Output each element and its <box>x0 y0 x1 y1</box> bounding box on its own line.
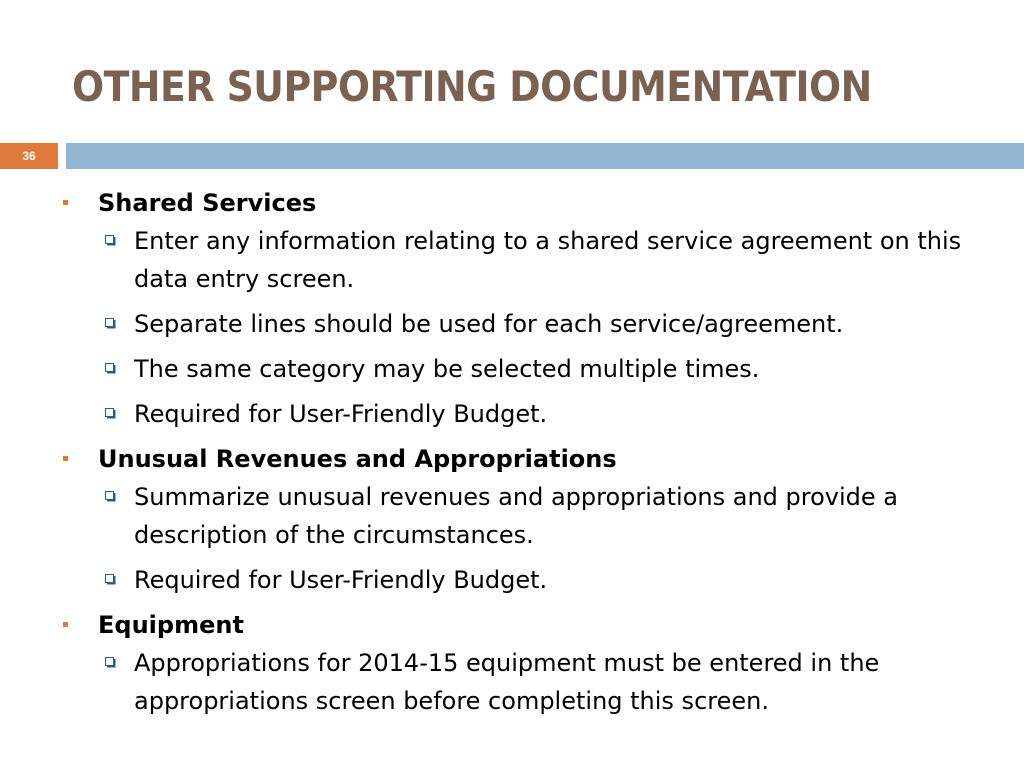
section-heading <box>60 606 990 644</box>
list-item-text: Required for User-Friendly Budget. <box>134 566 548 594</box>
slide-content <box>60 184 990 727</box>
square-bullet-icon <box>63 456 68 461</box>
section-heading <box>60 184 990 222</box>
list-item-text: The same category may be selected multiple times. <box>134 355 760 383</box>
section-shared-services <box>60 184 990 433</box>
list-item <box>60 478 990 554</box>
list-item-text: Separate lines should be used for each service/agreement. <box>134 310 844 338</box>
shadowed-box-bullet-icon <box>105 235 116 246</box>
shadowed-box-bullet-icon <box>105 574 116 585</box>
list-item <box>60 350 990 388</box>
section-equipment <box>60 606 990 720</box>
list-item <box>60 305 990 343</box>
square-bullet-icon <box>63 622 68 627</box>
list-item <box>60 395 990 433</box>
section-heading-text: Unusual Revenues and Appropriations <box>98 445 617 473</box>
list-item-text: Summarize unusual revenues and appropriations and provide a description of the circumstances. <box>134 483 898 549</box>
shadowed-box-bullet-icon <box>105 318 116 329</box>
slide-number-badge <box>0 143 58 169</box>
section-unusual-revenues <box>60 440 990 599</box>
slide-number: 36 <box>22 149 36 163</box>
page-title: OTHER SUPPORTING DOCUMENTATION <box>72 62 872 111</box>
square-bullet-icon <box>63 200 68 205</box>
list-item-text: Appropriations for 2014-15 equipment must be entered in the appropriations screen before completing this screen. <box>134 649 880 715</box>
list-item <box>60 644 990 720</box>
shadowed-box-bullet-icon <box>105 657 116 668</box>
list-item <box>60 222 990 298</box>
section-heading-text: Equipment <box>98 611 244 639</box>
shadowed-box-bullet-icon <box>105 408 116 419</box>
shadowed-box-bullet-icon <box>105 363 116 374</box>
list-item-text: Required for User-Friendly Budget. <box>134 400 548 428</box>
section-heading-text: Shared Services <box>98 189 317 217</box>
section-heading <box>60 440 990 478</box>
list-item <box>60 561 990 599</box>
list-item-text: Enter any information relating to a shared service agreement on this data entry screen. <box>134 227 962 293</box>
accent-bar <box>66 143 1024 169</box>
shadowed-box-bullet-icon <box>105 491 116 502</box>
